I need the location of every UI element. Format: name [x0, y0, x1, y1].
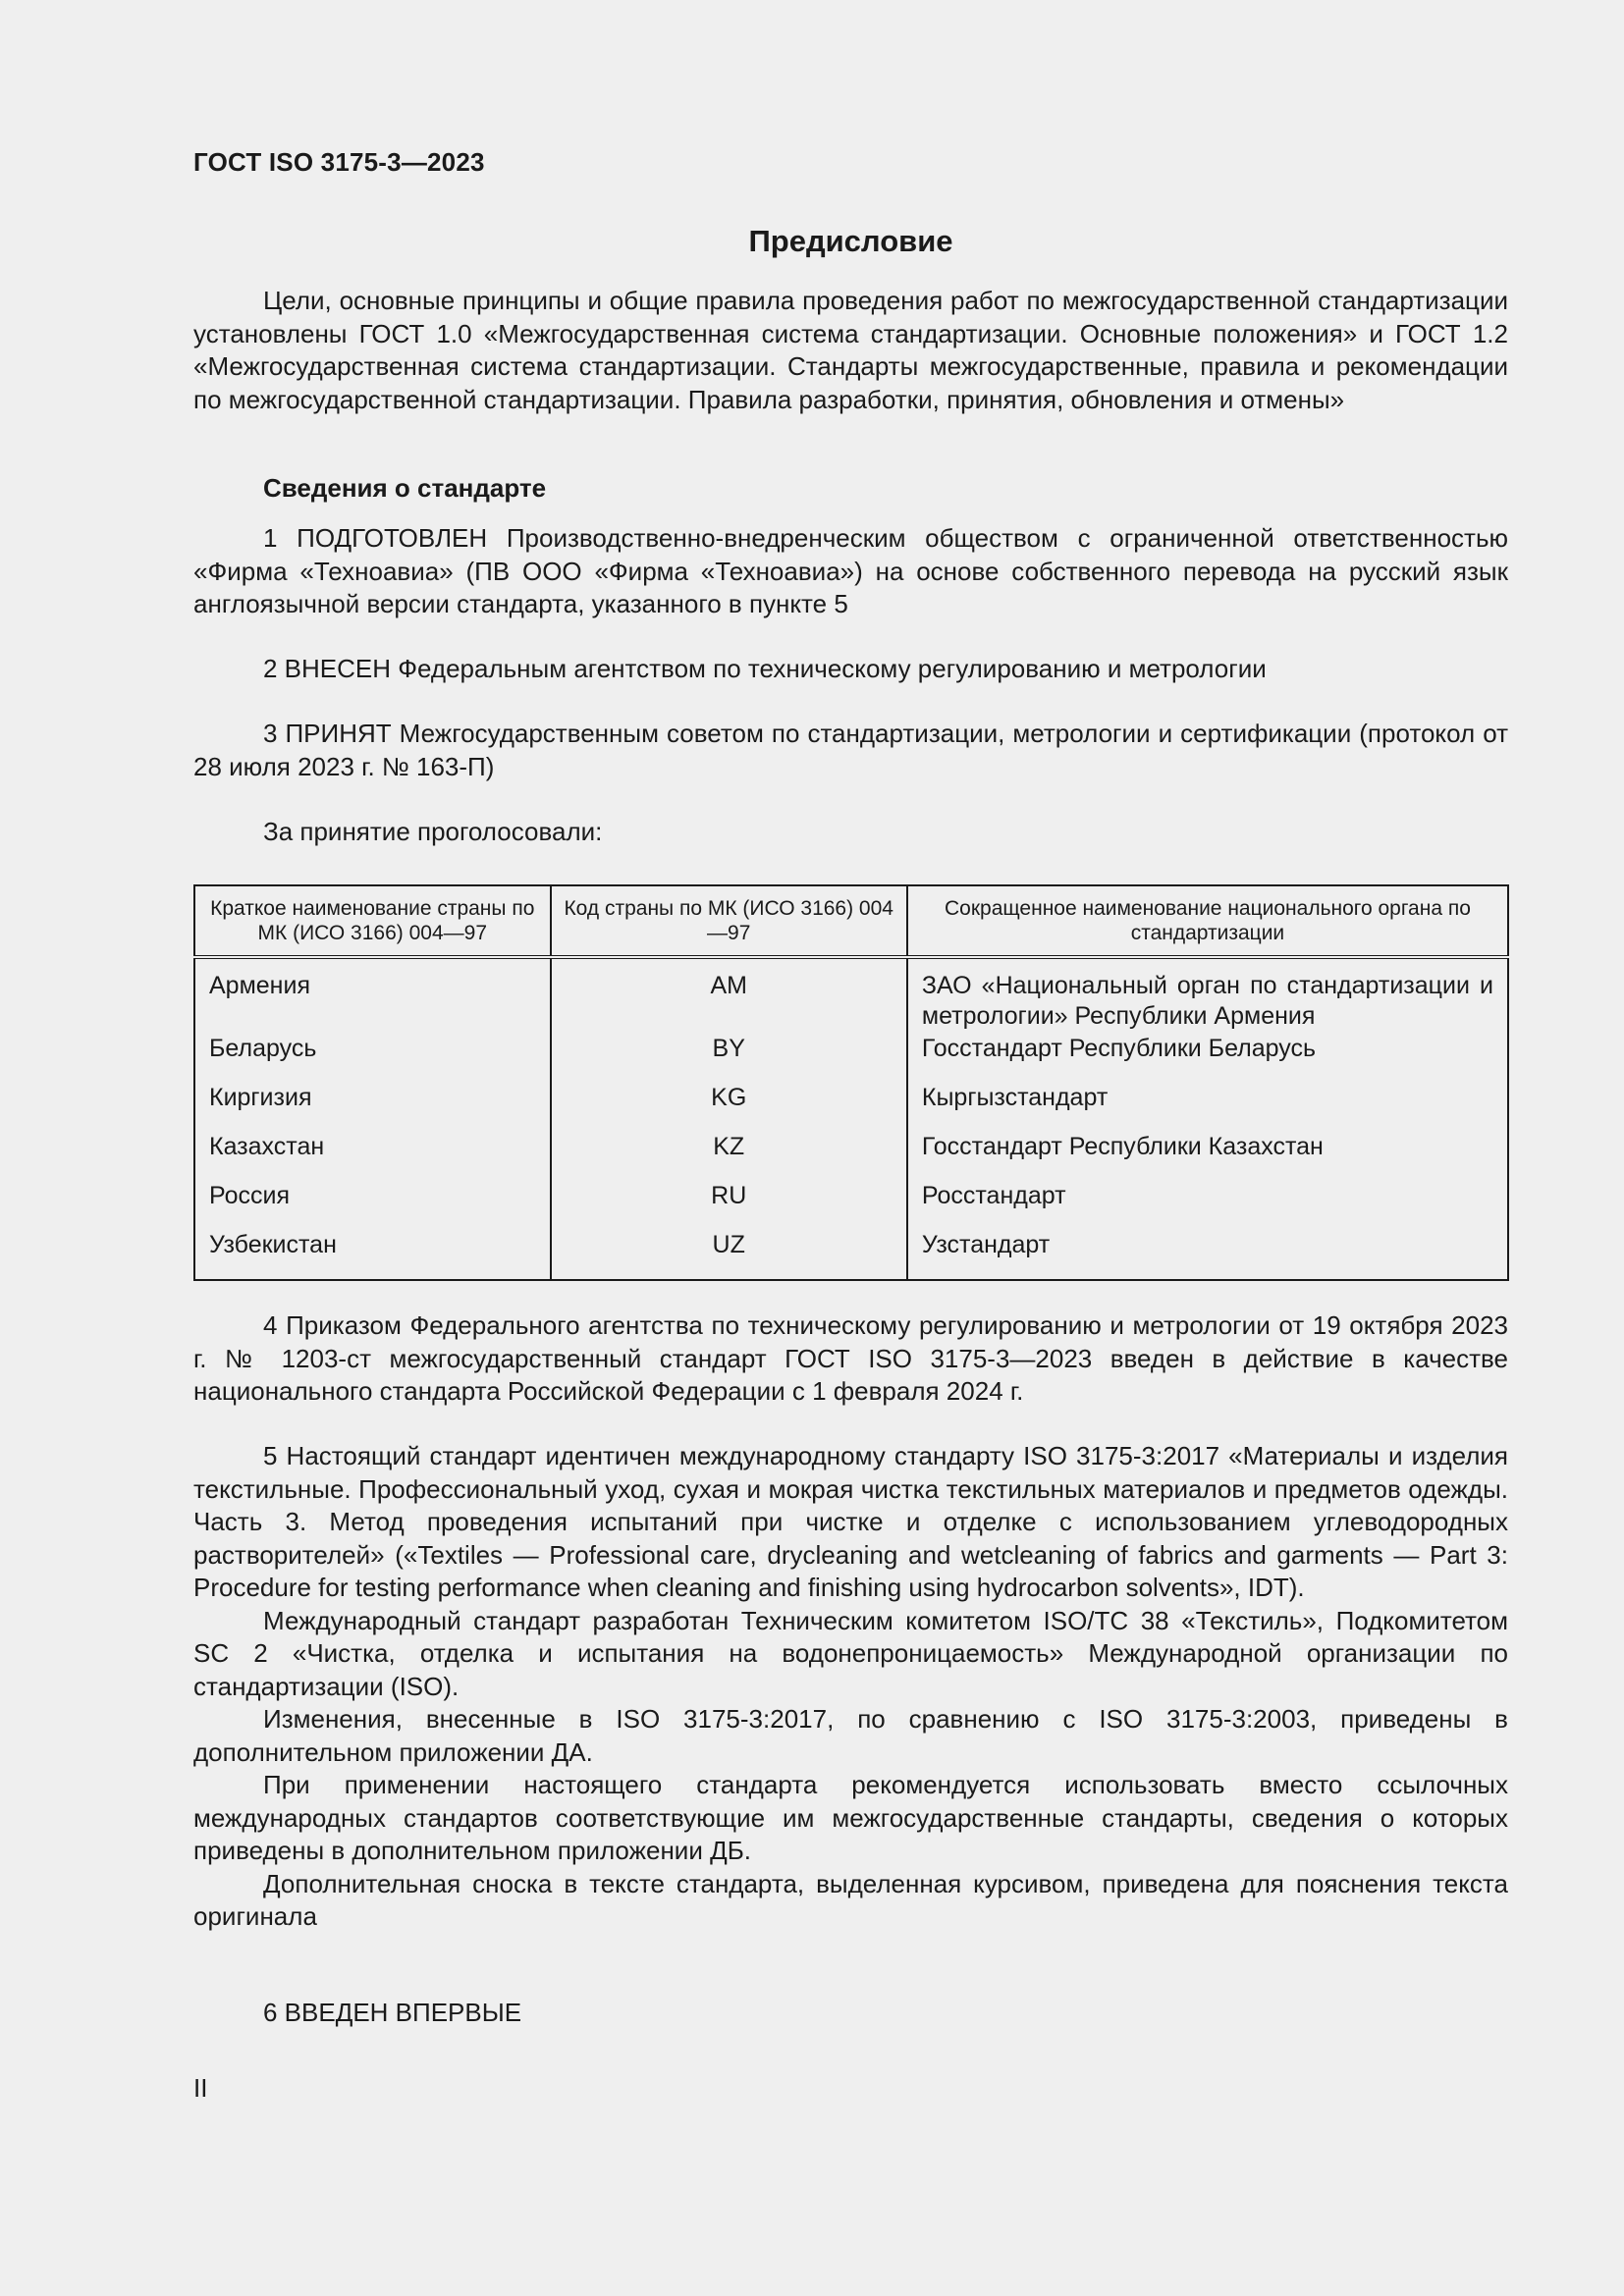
countries-table — [193, 884, 1509, 1281]
item-5: 5 Настоящий стандарт идентичен международному стандарту ISO 3175-3:2017 «Материалы и изделия текстильные. Профессиональный уход, сухая и мокрая чистка текстильных материалов и предметов одежды. Часть 3. Метод проведения испытаний при чистке и отделке с использованием углеводородных растворителей» («Textiles — Professional care, drycleaning and wetcleaning of fabrics and garments — Part 3: Procedure for testing performance when cleaning and finishing using hydrocarbon solvents», IDT). — [193, 1441, 1508, 1602]
item-2: 2 ВНЕСЕН Федеральным агентством по техническому регулированию и метрологии — [263, 654, 1267, 683]
item-5-paragraph-3: Изменения, внесенные в ISO 3175-3:2017, по сравнению с ISO 3175-3:2003, приведены в дополнительном приложении ДА. — [193, 1704, 1508, 1767]
national-body: Кыргызстандарт — [907, 1083, 1508, 1132]
national-body: Узстандарт — [907, 1230, 1508, 1280]
voted-block — [193, 816, 1508, 849]
country-code: BY — [551, 1034, 907, 1083]
table-row — [194, 957, 1508, 1034]
item-5-paragraph-2: Международный стандарт разработан Техническим комитетом ISO/TC 38 «Текстиль», Подкомитетом SC 2 «Чистка, отделка и испытания на водонепроницаемость» Международной организации по стандартизации (ISO). — [193, 1605, 1508, 1701]
national-body: Госстандарт Республики Казахстан — [907, 1132, 1508, 1181]
item-1: 1 ПОДГОТОВЛЕН Производственно-внедренческим обществом с ограниченной ответственностью «Фирма «Техноавиа» (ПВ ООО «Фирма «Техноавиа») на основе собственного перевода на русский язык англоязычной версии стандарта, указанного в пункте 5 — [193, 523, 1508, 618]
country-name: Армения — [194, 957, 551, 1034]
country-name: Узбекистан — [194, 1230, 551, 1280]
page-number: II — [193, 2073, 208, 2103]
national-body: ЗАО «Национальный орган по стандартизации и метрологии» Республики Армения — [907, 957, 1508, 1034]
country-code: AM — [551, 957, 907, 1034]
table-row — [194, 1181, 1508, 1230]
national-body: Госстандарт Республики Беларусь — [907, 1034, 1508, 1083]
page-title: Предисловие — [748, 224, 953, 258]
info-heading: Сведения о стандарте — [263, 473, 547, 503]
item-4: 4 Приказом Федерального агентства по техническому регулированию и метрологии от 19 октября 2023 г. № 1203-ст межгосударственный стандарт ГОСТ ISO 3175-3—2023 введен в действие в качестве национального стандарта Российской Федерации с 1 февраля 2024 г. — [193, 1310, 1508, 1406]
country-name: Россия — [194, 1181, 551, 1230]
table-header-row — [194, 885, 1508, 957]
table-row — [194, 1132, 1508, 1181]
table-row — [194, 1230, 1508, 1280]
item-5-paragraph-5: Дополнительная сноска в тексте стандарта, выделенная курсивом, приведена для пояснения текста оригинала — [193, 1868, 1508, 1931]
item-5-block — [193, 1440, 1508, 1934]
country-name: Казахстан — [194, 1132, 551, 1181]
country-code: KZ — [551, 1132, 907, 1181]
item-6-block — [193, 1997, 1508, 2030]
info-heading-block — [193, 472, 1508, 506]
item-3: 3 ПРИНЯТ Межгосударственным советом по стандартизации, метрологии и сертификации (протокол от 28 июля 2023 г. № 163-П) — [193, 719, 1508, 781]
country-code: RU — [551, 1181, 907, 1230]
country-code: UZ — [551, 1230, 907, 1280]
voted-text: За принятие проголосовали: — [263, 817, 603, 846]
header-national-body: Сокращенное наименование национального органа по стандартизации — [907, 885, 1508, 957]
item-2-block — [193, 653, 1508, 686]
item-4-block — [193, 1309, 1508, 1409]
item-3-block — [193, 718, 1508, 783]
document-code: ГОСТ ISO 3175-3—2023 — [193, 147, 485, 177]
header-country-code: Код страны по МК (ИСО 3166) 004—97 — [551, 885, 907, 957]
table-row — [194, 1034, 1508, 1083]
intro-paragraph: Цели, основные принципы и общие правила проведения работ по межгосударственной стандартизации установлены ГОСТ 1.0 «Межгосударственная система стандартизации. Основные положения» и ГОСТ 1.2 «Межгосударственная система стандартизации. Стандарты межгосударственные, правила и рекомендации по межгосударственной стандартизации. Правила разработки, принятия, обновления и отмены» — [193, 286, 1508, 414]
header-country-name: Краткое наименование страны по МК (ИСО 3166) 004—97 — [194, 885, 551, 957]
country-code: KG — [551, 1083, 907, 1132]
item-5-paragraph-4: При применении настоящего стандарта рекомендуется использовать вместо ссылочных международных стандартов соответствующие им межгосударственные стандарты, сведения о которых приведены в дополнительном приложении ДБ. — [193, 1770, 1508, 1865]
intro-section — [193, 285, 1508, 416]
item-1-block — [193, 522, 1508, 621]
country-name: Киргизия — [194, 1083, 551, 1132]
item-6: 6 ВВЕДЕН ВПЕРВЫЕ — [263, 1998, 522, 2027]
national-body: Росстандарт — [907, 1181, 1508, 1230]
country-name: Беларусь — [194, 1034, 551, 1083]
table-row — [194, 1083, 1508, 1132]
